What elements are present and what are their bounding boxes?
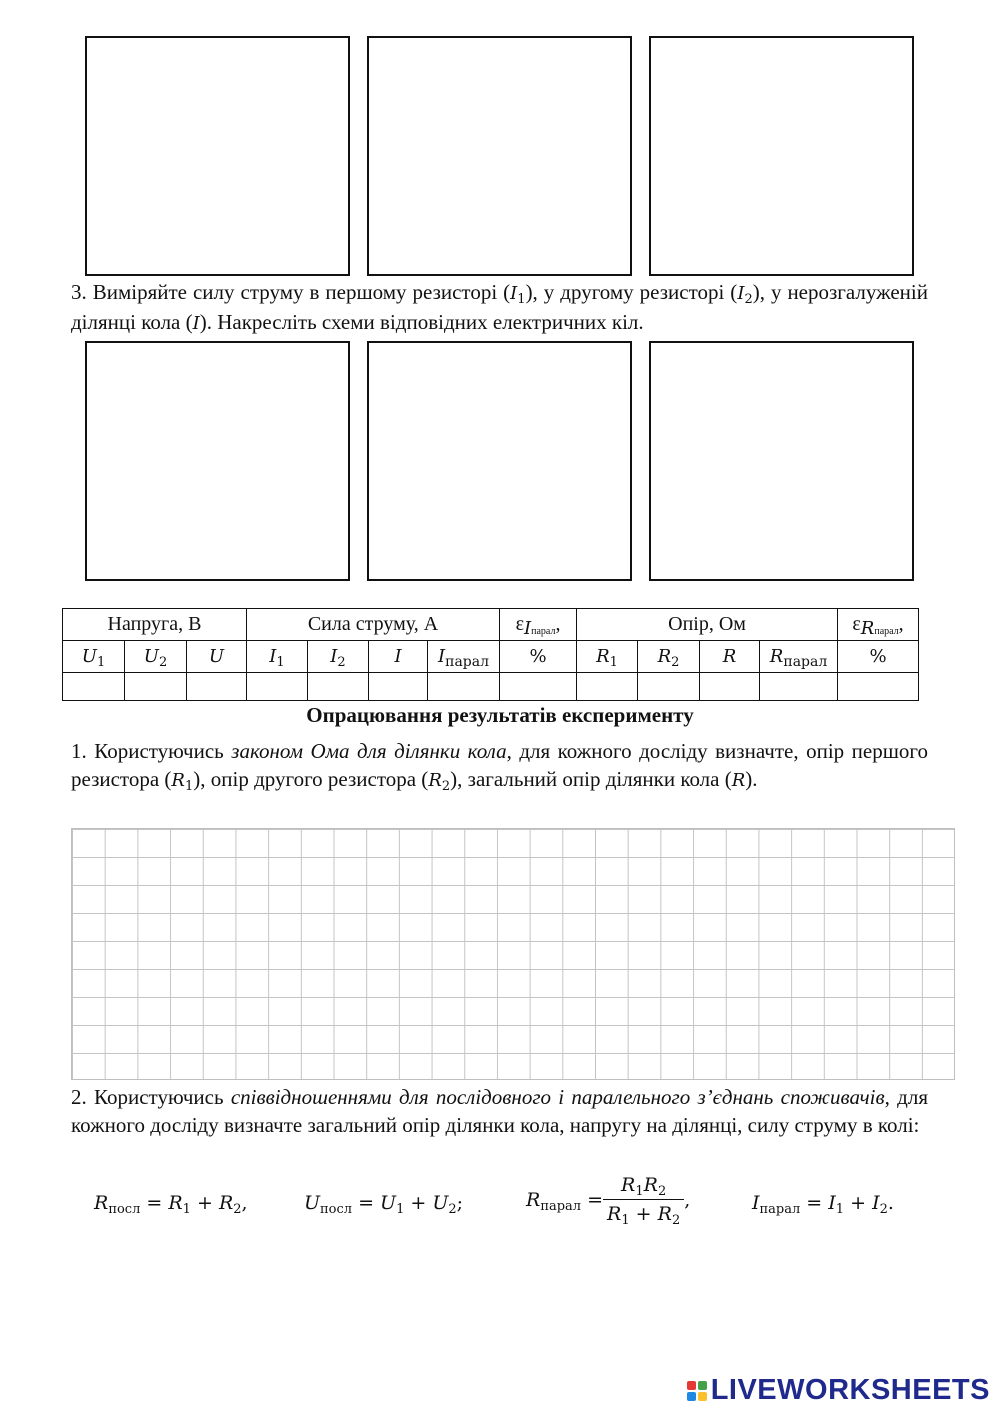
input-u[interactable] (187, 673, 247, 701)
formula-i-parallel: $I_{парал} = I_1 + I_2$. (752, 1192, 894, 1217)
input-r-paral[interactable] (760, 673, 838, 701)
col-r1: $R_1$ (577, 641, 638, 673)
input-r2[interactable] (638, 673, 700, 701)
input-i[interactable] (369, 673, 428, 701)
symbol-r: R (731, 770, 746, 791)
symbol-r2: $R_2$ (428, 770, 451, 794)
measurements-table (62, 608, 919, 701)
processing-item-2: 2. Користуючись співвідношеннями для послідовного і паралельного з’єднань споживачів, для кожного досліду визначте загальний опір ділянки кола, напругу на ділянці, силу струму в колі: (71, 1085, 928, 1137)
section-heading: Опрацювання результатів експерименту (306, 703, 694, 727)
header-voltage: Напруга, В (63, 609, 247, 641)
col-i: I (369, 641, 428, 673)
drawing-box-3[interactable] (649, 36, 914, 276)
drawing-box-2[interactable] (367, 36, 632, 276)
symbol-i1: $I_1$ (510, 283, 526, 307)
col-r2: $R_2$ (638, 641, 700, 673)
col-u: U (187, 641, 247, 673)
header-resistance: Опір, Ом (577, 609, 838, 641)
symbol-i2: $I_2$ (737, 283, 753, 307)
col-i2: $I_2$ (308, 641, 369, 673)
col-eps-i-percent: % (500, 641, 577, 673)
col-r: R (700, 641, 760, 673)
drawing-box-4[interactable] (85, 341, 350, 581)
task-3-text: 3. Виміряйте силу струму в першому резисторі $(I_1)$, у другому резисторі $(I_2)$, у нерозгалуженій ділянці кола (I). Накресліть схеми відповідних електричних кіл. (71, 280, 928, 334)
input-u1[interactable] (63, 673, 125, 701)
liveworksheets-logo: LIVEWORKSHEETS (687, 1374, 990, 1407)
col-eps-r-percent: % (838, 641, 919, 673)
input-i2[interactable] (308, 673, 369, 701)
input-eps-r[interactable] (838, 673, 919, 701)
col-u2: $U_2$ (125, 641, 187, 673)
logo-blocks-icon (687, 1381, 707, 1401)
formula-u-series: $U_{посл} = U_1 + U_2$; (304, 1192, 464, 1217)
input-i1[interactable] (247, 673, 308, 701)
col-i1: $I_1$ (247, 641, 308, 673)
input-i-paral[interactable] (428, 673, 500, 701)
symbol-r1: $R_1$ (171, 770, 194, 794)
calculation-grid[interactable] (71, 828, 955, 1080)
drawing-box-6[interactable] (649, 341, 914, 581)
input-eps-i[interactable] (500, 673, 577, 701)
processing-item-1: 1. Користуючись законом Ома для ділянки кола, для кожного досліду визначте, опір першого резистора $(R_1)$, опір другого резистора $(R_2)$, загальний опір ділянки кола (R). (71, 739, 928, 794)
header-eps-resistance: $\varepsilon_{Rпарал}$, (838, 609, 919, 641)
drawing-box-5[interactable] (367, 341, 632, 581)
fraction: $\frac{R_1R_2}{R_1 + R_2}$ (603, 1174, 684, 1225)
input-u2[interactable] (125, 673, 187, 701)
formula-r-series: $R_{посл} = R_1 + R_2$, (94, 1192, 248, 1217)
symbol-i: I (192, 313, 200, 334)
col-u1: $U_1$ (63, 641, 125, 673)
formulas-row (92, 1172, 922, 1242)
header-current: Сила струму, А (247, 609, 500, 641)
col-r-paral: $R_{парал}$ (760, 641, 838, 673)
header-eps-current: $\varepsilon_{Iпарал}$, (500, 609, 577, 641)
formula-r-parallel: $R_{парал}$ = $\frac{R_1R_2}{R_1 + R_2}$ , (526, 1174, 691, 1228)
drawing-box-1[interactable] (85, 36, 350, 276)
input-r1[interactable] (577, 673, 638, 701)
col-i-paral: $I_{парал}$ (428, 641, 500, 673)
input-r[interactable] (700, 673, 760, 701)
